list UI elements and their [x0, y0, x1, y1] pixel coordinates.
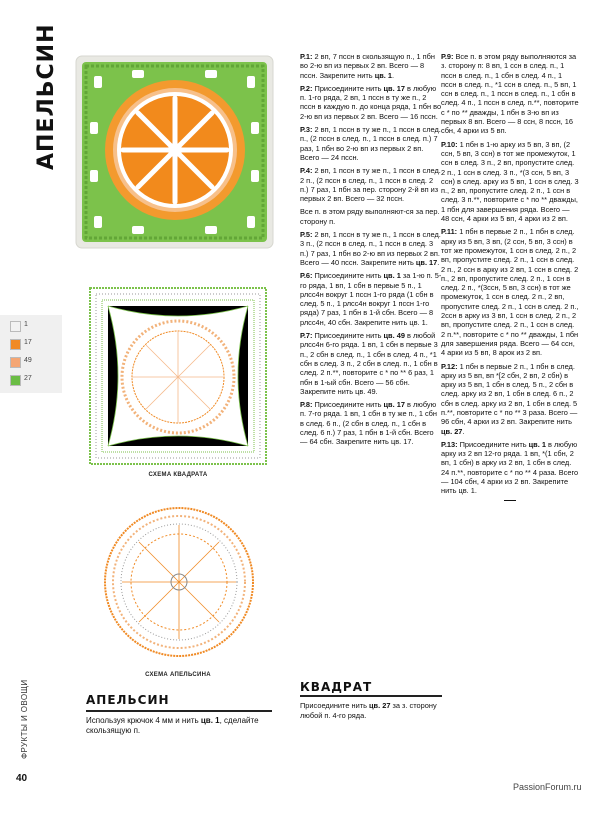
square-chart [88, 286, 268, 468]
end-mark [504, 500, 516, 502]
swatch [10, 339, 21, 350]
row-instruction: Р.11: 1 пбн в первые 2 п., 1 пбн в след. арку из 5 вп, 3 вп, (2 ссн, 5 вп, 3 ссн) в тот же промежуток, 1 ссн в след. 2 п., 2 вп, пропустите след. 2 п., 1 ссн в след. 2 п., 2 ссн в арку из 2 вп, 1 ссн в след. 2 п., 2 вп, пропустите след. 2 п., 1 ссн в след. 2 п., *(3ссн, 5 вп, 3 ссн) в тот же промежуток, 1 ссн в след. 2 п., 2 вп, пропустите след. 2 п., 1 ссн в след. 2 п., 2ссн в арку из 3 вп, 1 ссн в след. 2 п., 2 вп, пропустите след. 2 п., 1 ссн в след. 2 п.**, повторите с * по ** дважды, 1 пбн для завершения ряда. Всего — 64 ссн, 4 арки из 5 вп, 8 арок из 2 вп. [441, 227, 579, 358]
swatch [10, 375, 21, 386]
swatch [10, 321, 21, 332]
section-label: ФРУКТЫ И ОВОЩИ [20, 679, 29, 759]
row-instruction: Р.5: 2 вп, 1 пссн в ту же п., 1 пссн в след. 3 п., (2 пссн в след. п., 1 пссн в след. 3 п.) 7 раз, 1 пбн во 2-ю вп из первых 2 вп. Всего — 40 пссн. Закрепите нить цв. 17. [300, 230, 441, 267]
square-section [300, 680, 442, 720]
orange-square-photo [72, 52, 277, 252]
swatch [10, 357, 21, 368]
row-instruction: Р.13: Присоедините нить цв. 1 в любую арку из 2 вп 12-го ряда. 1 вп, *(1 сбн, 2 вп, 1 сбн) в арку из 2 вп, 1 сбн в след. 24 п.**, повторите с * по ** 4 раза. Всего — 104 сбн, 4 арки из 2 вп. Закрепите нить цв. 1. [441, 439, 579, 496]
watermark: PassionForum.ru [513, 782, 582, 792]
section-heading: АПЕЛЬСИН [86, 693, 170, 707]
row-instruction: Р.8: Присоедините нить цв. 17 в любую п. 7-го ряда. 1 вп, 1 сбн в ту же п., 1 сбн в след. 6 п., (2 сбн в след. п., 1 сбн в след. 6 п.) 7 раз, 1 пбн в 1-й сбн. Всего — 64 сбн. Закрепите нить цв. 17. [300, 400, 438, 447]
row-note: Все п. в этом ряду выполняют-ся за пер. сторону п. [300, 207, 440, 226]
instructions-column-3 [441, 52, 579, 501]
divider [86, 710, 272, 712]
instructions-column-2 [300, 52, 442, 451]
row-instruction: Р.7: Присоедините нить цв. 49 в любой рлсс4н 6-го ряда. 1 вп, 1 сбн в первые 3 п., 2 сбн в след. п., 1 сбн в след. 4 п., *1 сбн в след. 3 п., 2 сбн в след. п., 1 сбн в след. 2 п.**, повторите с * по ** 6 раз, 1 пбн в 1-ый сбн. Всего — 56 сбн. Закрепите нить цв. 49. [300, 331, 438, 396]
orange-chart-caption: СХЕМА АПЕЛЬСИНА [145, 672, 211, 678]
row-instruction: Р.3: 2 вп, 1 пссн в ту же п., 1 пссн в след. п., (2 пссн в след. п., 1 пссн в след. п.) 7 раз, 1 пбн во 2-ю вп из первых 2 вп. Всего — 24 пссн. [300, 125, 441, 162]
legend-item: 17 [10, 337, 60, 351]
row-instruction: Р.4: 2 вп, 1 пссн в ту же п., 1 пссн в след. 2 п., (2 пссн в след. п., 1 пссн в след. 2 п.) 7 раз, 1 пбн за пер. сторону 2-й вп из первых 2 вп. Всего — 32 пссн. [300, 166, 441, 204]
side-title: АПЕЛЬСИН [34, 23, 59, 170]
section-heading: КВАДРАТ [300, 680, 373, 694]
row-instruction: Р.12: 1 пбн в первые 2 п., 1 пбн в след. арку из 5 вп, вп *[2 сбн, 2 вп, 2 сбн) в арку из 5 вп, 1 сбн в след. 5 п., 2 сбн в след. арку из 2 вп, 1 сбн в след. 6 п., 2 сбн в след. арку из 2 вп, 1 сбн в след. 5 п.**, повторите с * по ** 3 раза. Всего — 96 сбн, 4 арки из 2 вп. Закрепите нить цв. 27. [441, 361, 578, 436]
legend-item: 27 [10, 373, 60, 387]
divider [300, 695, 442, 697]
square-chart-caption: СХЕМА КВАДРАТА [148, 472, 208, 478]
orange-chart [102, 505, 256, 659]
legend-item: 49 [10, 355, 60, 369]
section-text: Присоедините нить цв. 27 за з. сторону любой п. 4-го ряда. [300, 701, 437, 720]
row-instruction: Р.10: 1 пбн в 1-ю арку из 5 вп, 3 вп, (2 ссн, 5 вп, 3 ссн) в тот же промежуток, 1 ссн в след. 3 п., 2 вп, пропустите след. 2 п., 1 ссн в след. 3 п., *(3 ссн, 5 вп, 3 ссн) в след. арку из 5 вп, 1 ссн в след. 3 п., 2 вп, пропустите след. 2 п., 1 ссн в след. 3 п.**, повторите с * по ** дважды, 1 пбн для завершения ряда. Всего — 48 ссн, 4 арки из 5 вп, 4 арки из 2 вп. [441, 139, 579, 224]
section-text: Используя крючок 4 мм и нить цв. 1, сделайте скользящую п. [86, 716, 259, 735]
row-instruction: Р.6: Присоедините нить цв. 1 за 1-ю п. 5-го ряда, 1 вп, 1 сбн в первые 5 п., 1 рлсс4н вокруг 1 пссн 1-го ряда (1 сбн в след. 5 п., 1 рлсс4н вокруг 1 пссн 1-го ряда) 7 раз, 1 пбн в 1-й сбн. Всего — 8 рлсс4н, 40 сбн. Закрепите нить цв. 1. [300, 271, 442, 327]
orange-section [86, 693, 272, 833]
row-instruction: Р.9: Все п. в этом ряду выполняются за з. сторону п: 8 вп, 1 ссн в след. п., 1 пссн в след. п., 1 сбн в след. 4 п., 1 пссн в след. п., *1 ссн в след. п., 5 вп, 1 ссн в след. п., 1 пссн в след. п., 1 сбн в след. 4 п., 1 пссн в след. п.**, повторите с * по ** дважды, 1 пбн в 3-ю вп из первых 8 вп. Всего — 8 ссн, 8 пссн, 16 сбн, 4 арки из 5 вп. [441, 52, 579, 136]
legend-item: 1 [10, 319, 60, 333]
page-number: 40 [16, 773, 28, 784]
row-instruction: Р.1: 2 вп, 7 пссн в скользящую п., 1 пбн во 2-ю вп из первых 2 вп. Всего — 8 пссн. Закрепите нить цв. 1. [300, 52, 435, 80]
color-legend [0, 315, 62, 393]
row-instruction: Р.2: Присоедините нить цв. 17 в любую п. 1-го ряда, 2 вп, 1 пссн в ту же п., 2 пссн в каждую п. до конца ряда, 1 пбн во 2-ю вп из первых 2 вп. Всего — 16 пссн. [300, 83, 442, 121]
